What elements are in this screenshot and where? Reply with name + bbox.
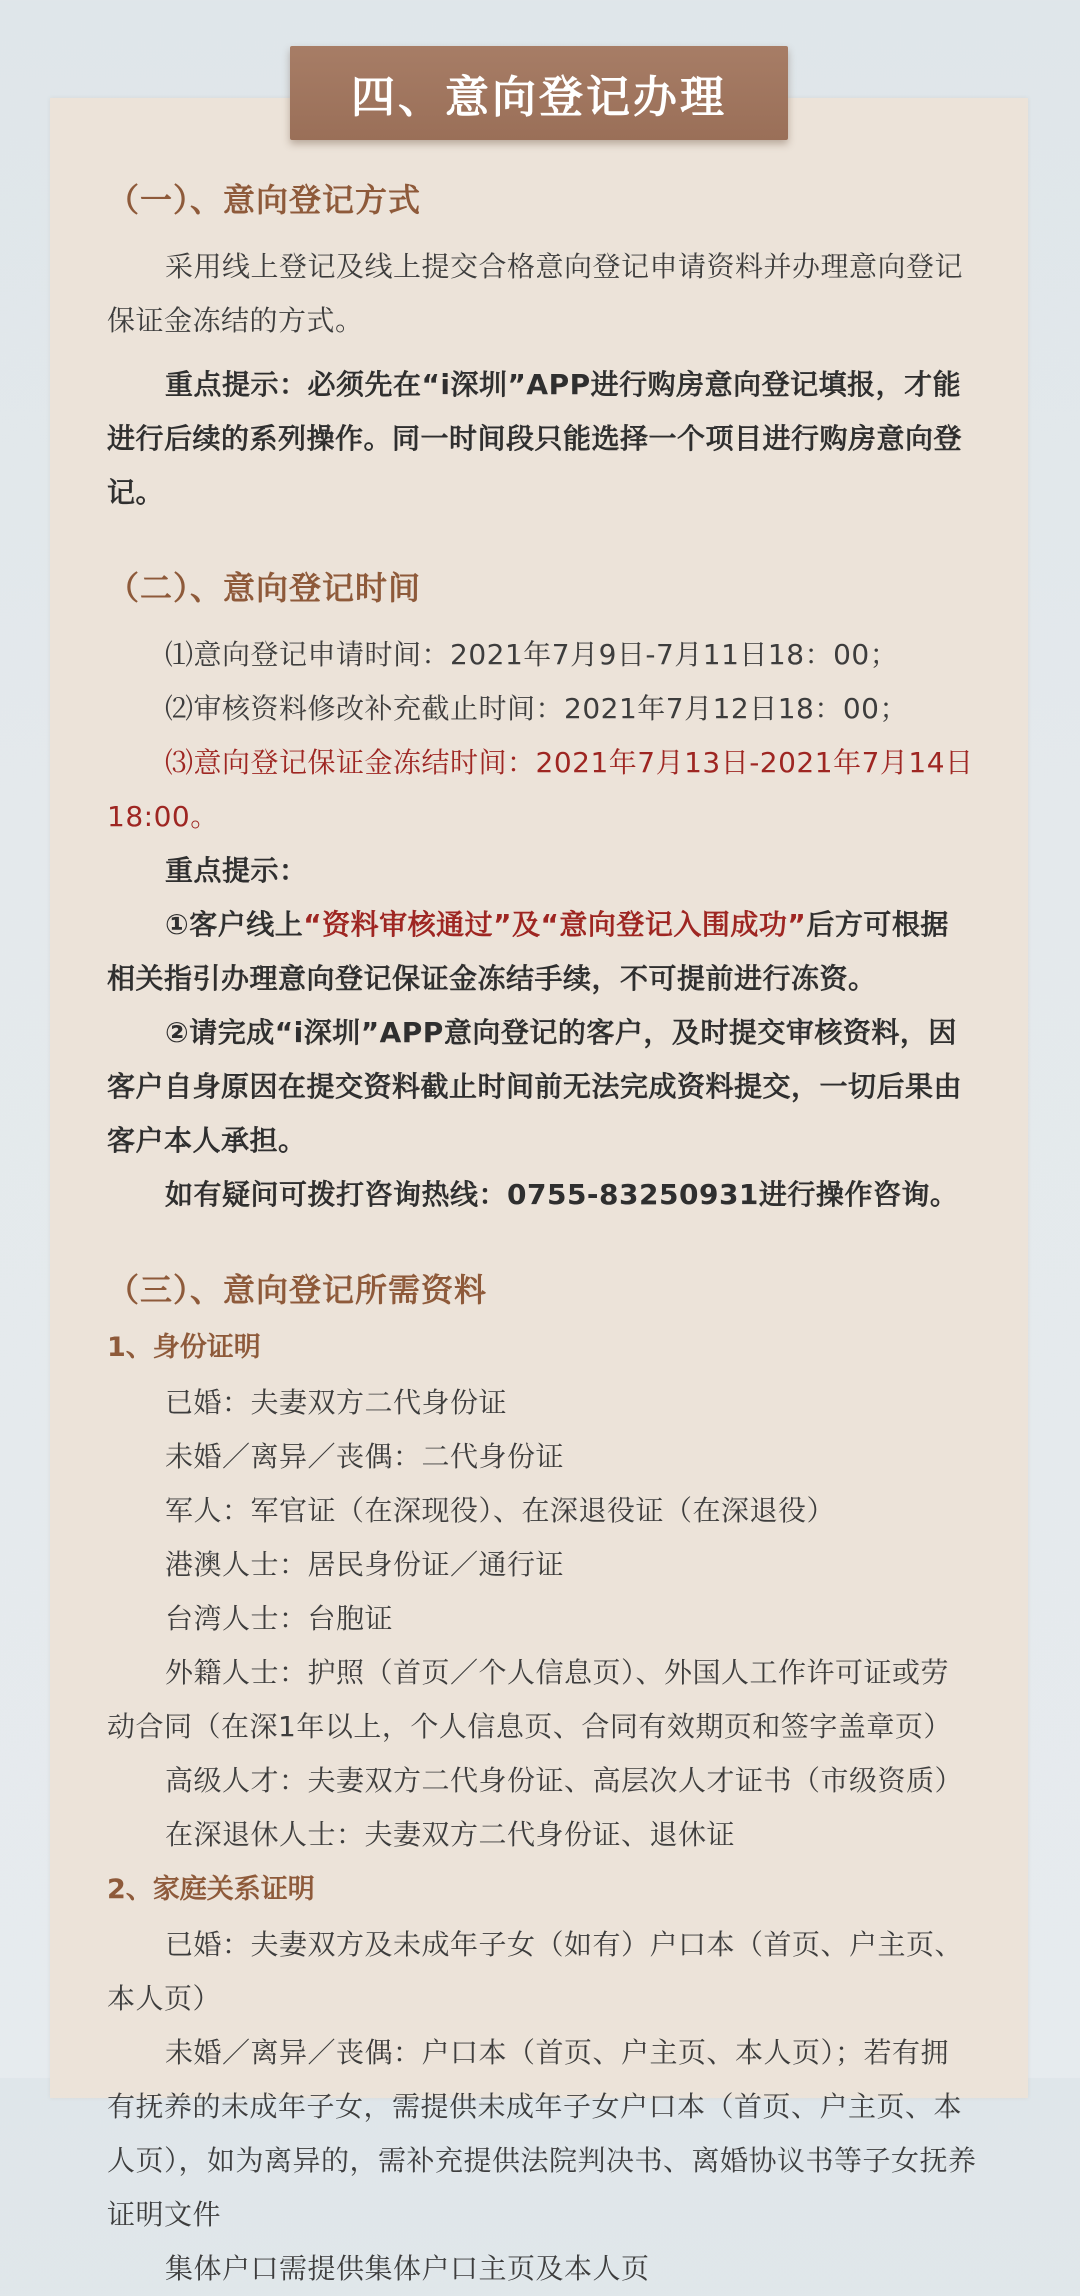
section1-paragraph: 采用线上登记及线上提交合格意向登记申请资料并办理意向登记保证金冻结的方式。 [107, 250, 964, 337]
section2-tip-2: ②请完成“i深圳”APP意向登记的客户，及时提交审核资料，因客户自身原因在提交资料截止时间前无法完成资料提交，一切后果由客户本人承担。 [107, 1016, 963, 1157]
section-banner: 四、意向登记办理 [290, 46, 788, 140]
list-item: 港澳人士：居民身份证／通行证 [165, 1548, 565, 1581]
time-item-1: ⑴意向登记申请时间：2021年7月9日-7月11日18：00； [165, 638, 899, 671]
list-item: 未婚／离异／丧偶：户口本（首页、户主页、本人页）；若有拥有抚养的未成年子女，需提供未成年子女户口本（首页、户主页、本人页），如为离异的，需补充提供法院判决书、离婚协议书等子女抚养证明文件 [107, 2036, 977, 2231]
section2-tip-label: 重点提示： [165, 854, 308, 887]
family-proof-subtitle: 2、家庭关系证明 [107, 1874, 315, 1905]
list-item: 未婚／离异／丧偶：二代身份证 [165, 1440, 565, 1473]
id-proof-subtitle: 1、身份证明 [107, 1332, 261, 1363]
section1-tip: 重点提示：必须先在“i深圳”APP进行购房意向登记填报，才能进行后续的系列操作。同一时间段只能选择一个项目进行购房意向登记。 [107, 368, 963, 509]
list-item: 已婚：夫妻双方二代身份证 [165, 1386, 508, 1419]
tip1-text-a: ①客户线上 [165, 908, 304, 941]
tip1-text-b: 后方可根据相关指引办理意向登记保证金冻结手续，不可提前进行冻资。 [107, 908, 949, 995]
hotline-text: 如有疑问可拨打咨询热线：0755-83250931进行操作咨询。 [165, 1178, 959, 1211]
list-item: 军人：军官证（在深现役）、在深退役证（在深退役） [165, 1494, 836, 1527]
list-item: 高级人才：夫妻双方二代身份证、高层次人才证书（市级资质） [165, 1764, 964, 1797]
list-item: 外籍人士：护照（首页／个人信息页）、外国人工作许可证或劳动合同（在深1年以上，个人信息页、合同有效期页和签字盖章页） [107, 1656, 952, 1743]
section2-tip-1 [107, 898, 977, 1006]
section1-title: （一）、意向登记方式 [107, 181, 422, 219]
section3-title: （三）、意向登记所需资料 [107, 1271, 488, 1309]
document-body [107, 170, 977, 2296]
list-item: 已婚：夫妻双方及未成年子女（如有）户口本（首页、户主页、本人页） [107, 1928, 964, 2015]
tip1-highlight: “资料审核通过”及“意向登记入围成功” [303, 908, 807, 941]
list-item: 在深退休人士：夫妻双方二代身份证、退休证 [165, 1818, 736, 1851]
time-item-3: ⑶意向登记保证金冻结时间：2021年7月13日-2021年7月14日18:00。 [107, 746, 974, 833]
list-item: 集体户口需提供集体户口主页及本人页 [165, 2252, 650, 2285]
list-item: 台湾人士：台胞证 [165, 1602, 394, 1635]
section2-title: （二）、意向登记时间 [107, 569, 422, 607]
time-item-2: ⑵审核资料修改补充截止时间：2021年7月12日18：00； [165, 692, 908, 725]
